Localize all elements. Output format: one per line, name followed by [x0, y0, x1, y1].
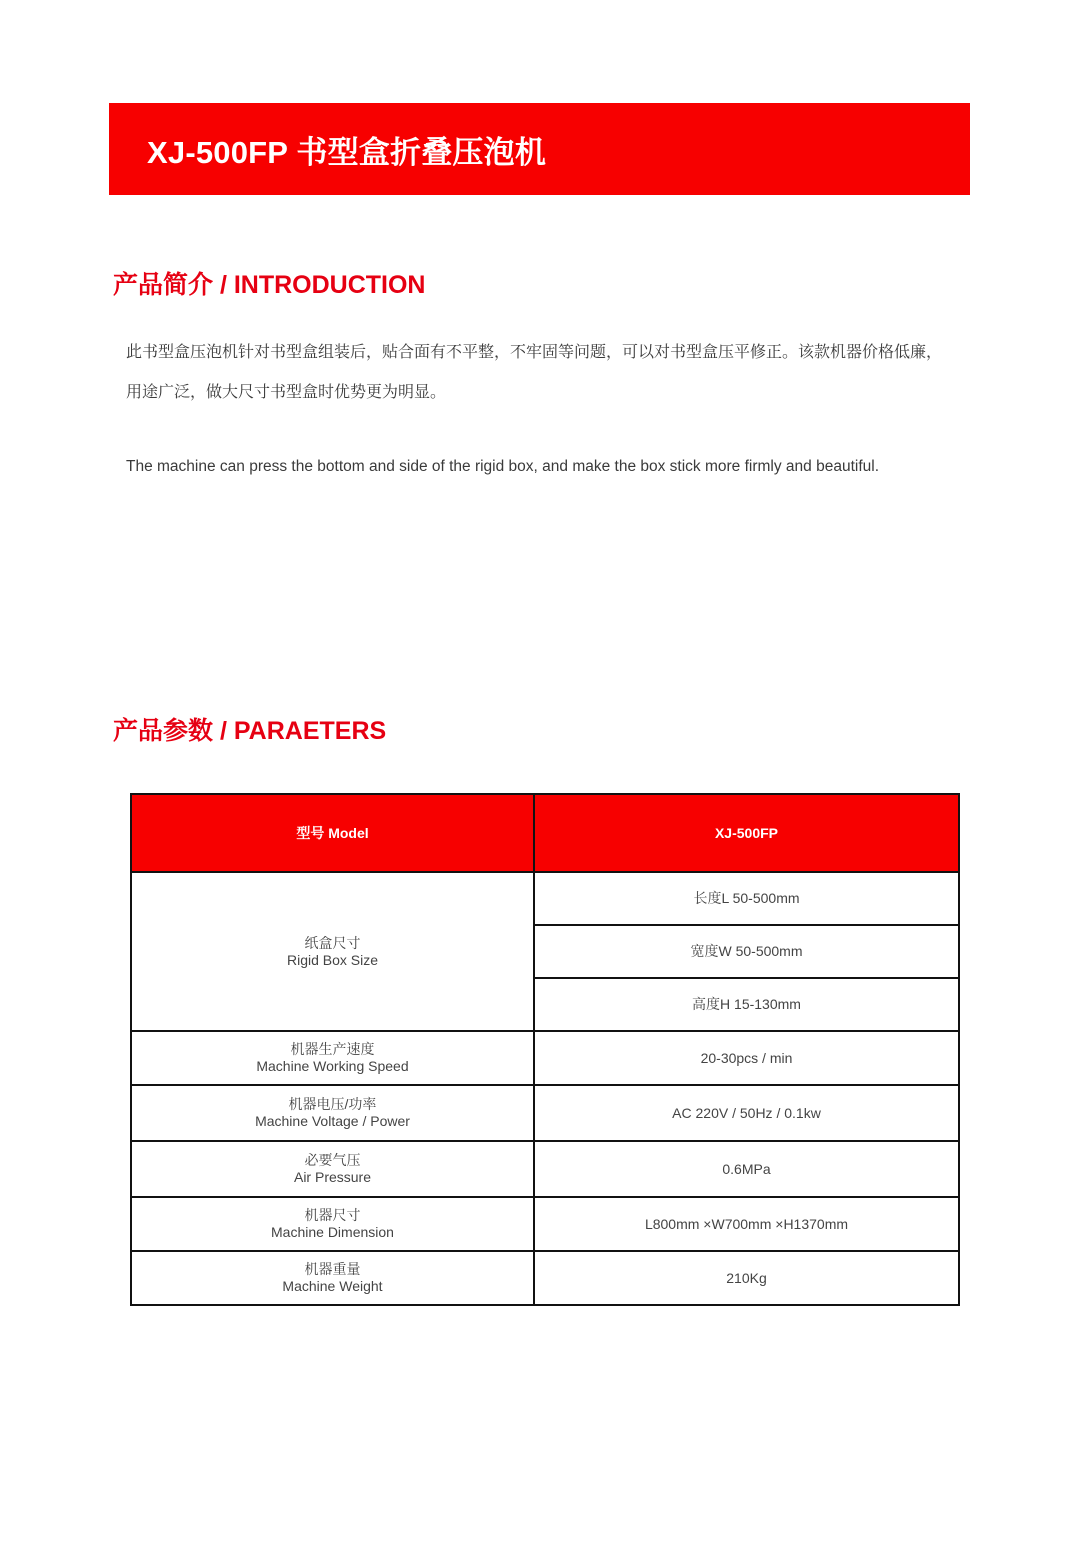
table-row [131, 872, 959, 925]
spec-value: 20-30pcs / min [534, 1031, 959, 1085]
box-size-label-en: Rigid Box Size [286, 951, 379, 968]
table-row [131, 1197, 959, 1251]
spec-label-en: Machine Dimension [271, 1224, 394, 1240]
spec-value: AC 220V / 50Hz / 0.1kw [534, 1085, 959, 1141]
spec-label [131, 1141, 534, 1197]
spec-label-en: Air Pressure [293, 1169, 372, 1185]
box-height-value: 高度H 15-130mm [534, 978, 959, 1031]
table-row [131, 1141, 959, 1197]
table-row [131, 1085, 959, 1141]
title-banner [109, 103, 970, 195]
header-model-label: 型号 Model [131, 794, 534, 872]
spec-label [131, 1197, 534, 1251]
spec-label [131, 1031, 534, 1085]
box-size-label [131, 872, 534, 1031]
table-header-row [131, 794, 959, 872]
header-model-value: XJ-500FP [534, 794, 959, 872]
introduction-text-zh [126, 333, 956, 413]
spec-label-zh: 机器生产速度 [290, 1041, 375, 1057]
spec-label-en: Machine Weight [282, 1278, 383, 1294]
table-row [131, 1251, 959, 1305]
introduction-text-zh-line1: 此书型盒压泡机针对书型盒组装后，贴合面有不平整，不牢固等问题，可以对书型盒压平修正。该款机器价格低廉， [126, 344, 943, 361]
parameters-table [130, 793, 960, 1306]
spec-value: L800mm ×W700mm ×H1370mm [534, 1197, 959, 1251]
box-size-label-zh: 纸盒尺寸 [304, 934, 361, 951]
introduction-text-en: The machine can press the bottom and side of the rigid box, and make the box stick more firmly and beautiful. [126, 458, 880, 475]
spec-label-en: Machine Working Speed [256, 1058, 409, 1074]
box-width-value: 宽度W 50-500mm [534, 925, 959, 978]
parameters-heading: 产品参数 / PARAETERS [113, 717, 387, 745]
spec-label-zh: 必要气压 [304, 1152, 361, 1168]
product-title: XJ-500FP 书型盒折叠压泡机 [147, 134, 547, 170]
spec-label-zh: 机器重量 [304, 1261, 361, 1277]
introduction-text-zh-line2: 用途广泛，做大尺寸书型盒时优势更为明显。 [126, 384, 447, 401]
spec-label-zh: 机器尺寸 [304, 1207, 361, 1223]
spec-value: 0.6MPa [534, 1141, 959, 1197]
introduction-heading: 产品简介 / INTRODUCTION [113, 271, 426, 299]
spec-label [131, 1085, 534, 1141]
spec-value: 210Kg [534, 1251, 959, 1305]
spec-label-en: Machine Voltage / Power [255, 1113, 410, 1129]
box-length-value: 长度L 50-500mm [534, 872, 959, 925]
spec-label [131, 1251, 534, 1305]
spec-label-zh: 机器电压/功率 [288, 1096, 377, 1112]
table-row [131, 1031, 959, 1085]
